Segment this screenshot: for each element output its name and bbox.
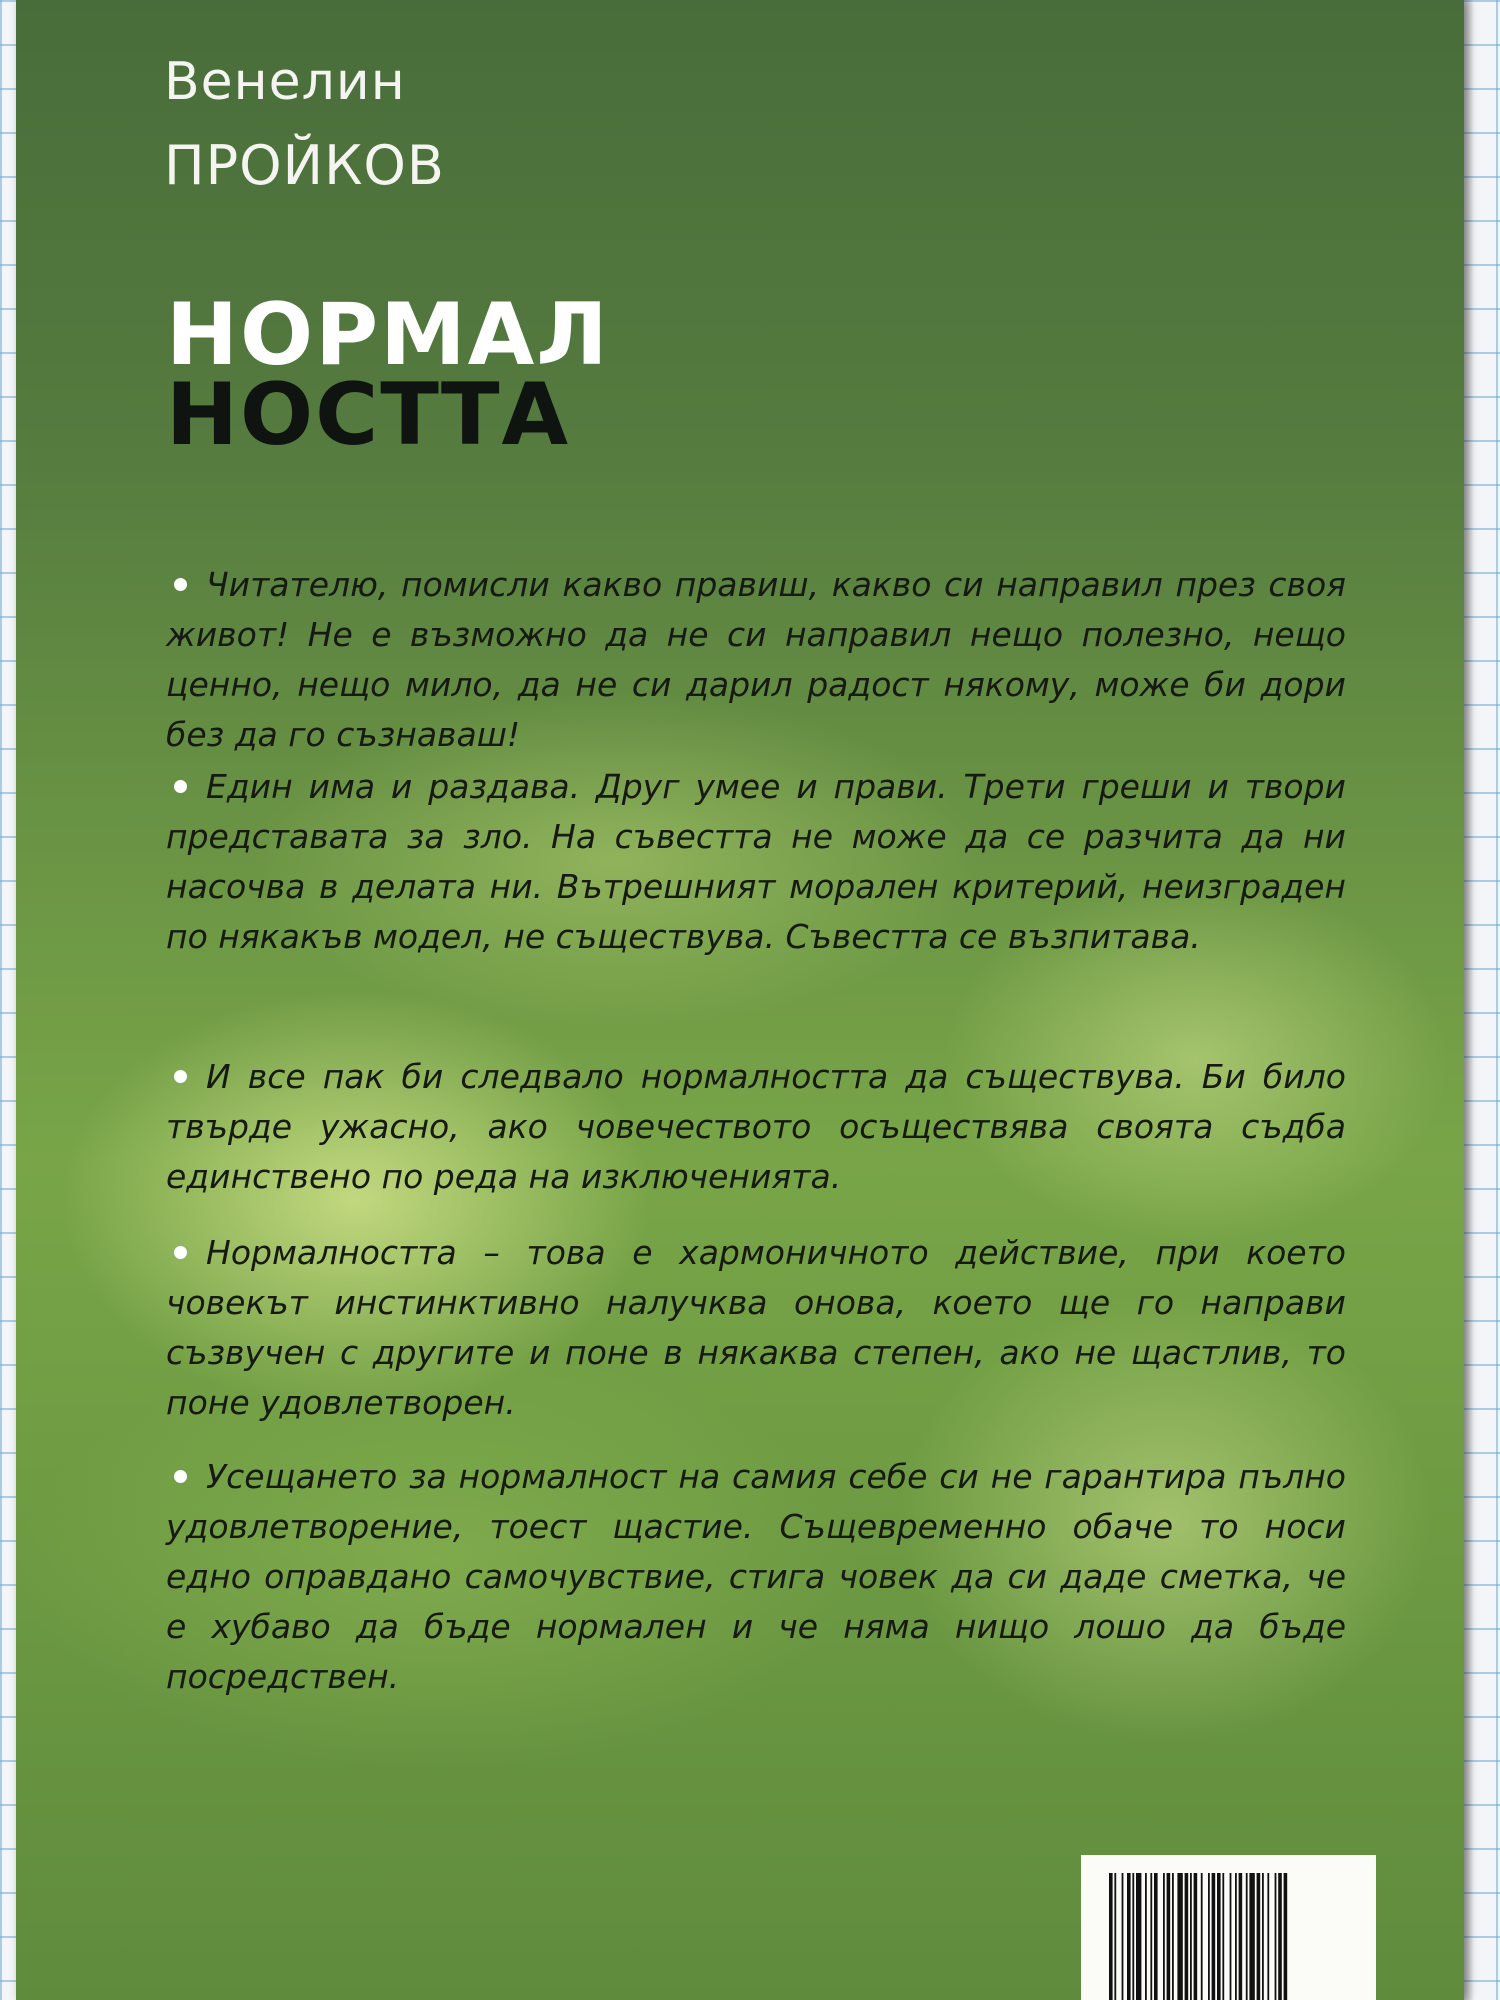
blurb-text: Усещането за нормалност на самия себе си не гарантира пълно удовлетворение, тоест щастие. Същевременно обаче то носи едно оправдано самочувствие, стига човек да си даде сметка, че е хубаво да бъде нормален и че няма нищо лошо да бъде посредствен. — [166, 1457, 1346, 1696]
blurb-text: Нормалността – това е хармоничното действие, при което човекът инстинктивно налучква онова, което ще го направи съзвучен с другите и поне в някаква степен, ако не щастлив, то поне удовлетворен. — [166, 1233, 1346, 1422]
bullet-dot — [174, 1070, 187, 1083]
blurb-paragraph-3 — [166, 1052, 1346, 1202]
author-first-name: Венелин — [164, 52, 406, 112]
book-title-line-2: НОСТТА — [166, 365, 571, 465]
bullet-dot — [174, 780, 187, 793]
bullet-dot — [174, 1470, 187, 1483]
barcode-bars — [1109, 1873, 1349, 2000]
book-back-cover — [16, 0, 1464, 2000]
blurb-paragraph-5 — [166, 1452, 1346, 1702]
blurb-paragraph-2 — [166, 762, 1346, 962]
blurb-text: И все пак би следвало нормалността да съществува. Би било твърде ужасно, ако човечеството осъществява своята съдба единствено по реда на изключенията. — [166, 1057, 1346, 1196]
barcode — [1081, 1855, 1376, 2000]
author-last-name: ПРОЙКОВ — [164, 134, 445, 197]
blurb-text: Един има и раздава. Друг умее и прави. Трети греши и твори представата за зло. На съвестта не може да се разчита да ни насочва в делата ни. Вътрешният морален критерий, неизграден по някакъв модел, не съществува. Съвестта се възпитава. — [166, 767, 1346, 956]
bullet-dot — [174, 1246, 187, 1259]
bullet-dot — [174, 578, 187, 591]
cover-edge-shadow — [1464, 0, 1474, 2000]
blurb-text: Читателю, помисли какво правиш, какво си направил през своя живот! Не е възможно да не си направил нещо полезно, нещо ценно, нещо мило, да не си дарил радост някому, може би дори без да го съзнаваш! — [166, 565, 1346, 754]
book-title-line-1: НОРМАЛ — [166, 285, 610, 385]
blurb-paragraph-1 — [166, 560, 1346, 760]
blurb-paragraph-4 — [166, 1228, 1346, 1428]
